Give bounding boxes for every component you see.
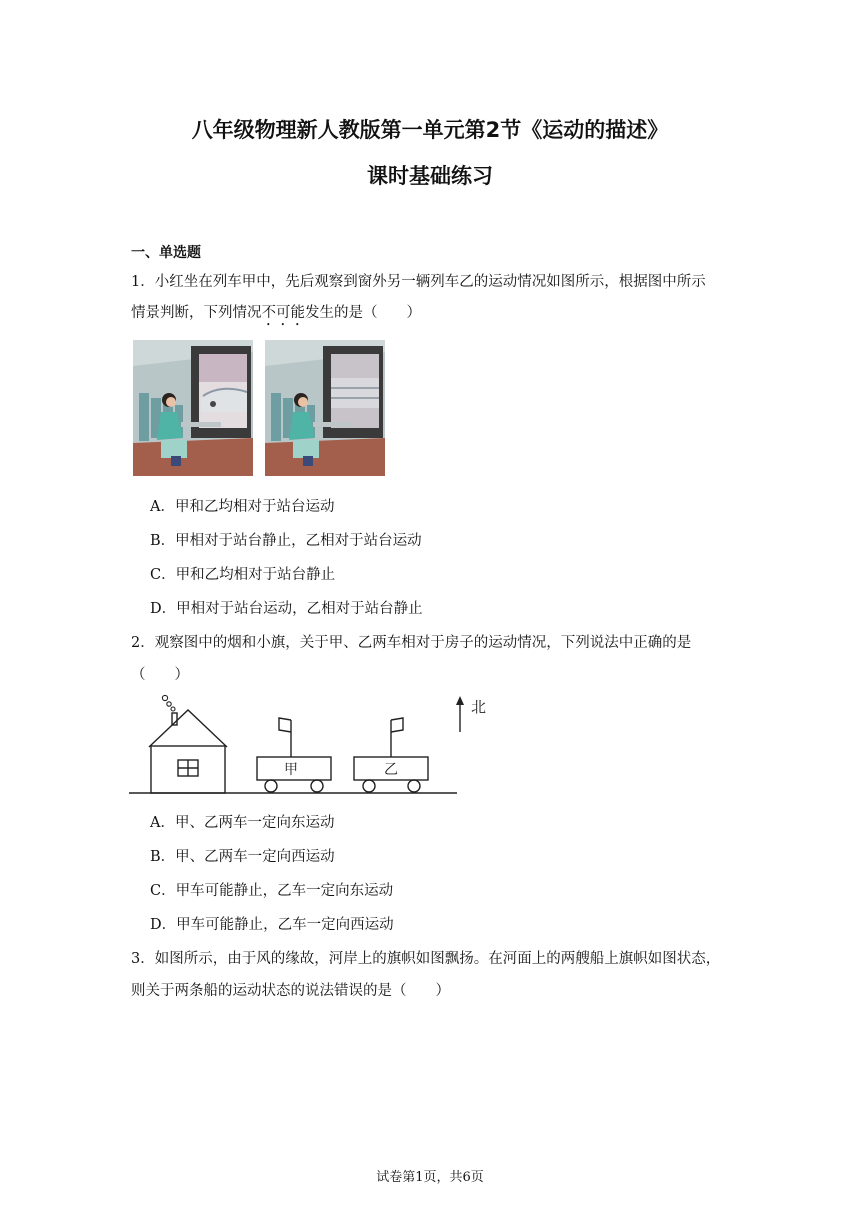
page-footer: 试卷第1页，共6页 — [376, 1170, 484, 1185]
q2-stem-line2: （ ） — [131, 667, 189, 683]
q3-stem-line2: 则关于两条船的运动状态的说法错误的是（ ） — [131, 983, 450, 999]
q1-stem-emphasis: 不可能 — [261, 305, 305, 321]
q1-stem-post: 发生的是（ ） — [305, 305, 421, 321]
q3-stem-line1: 3．如图所示，由于风的缘故，河岸上的旗帜如图飘扬。在河面上的两艘船上旗帜如图状态， — [131, 951, 721, 967]
q2-option-c[interactable]: C．甲车可能静止，乙车一定向东运动 — [150, 883, 394, 899]
q1-option-c[interactable]: C．甲和乙均相对于站台静止 — [150, 567, 336, 583]
document-title-line2: 课时基础练习 — [367, 164, 493, 188]
q2-option-a[interactable]: A．甲、乙两车一定向东运动 — [150, 815, 335, 831]
q1-stem-line2 — [131, 301, 421, 329]
q1-option-b[interactable]: B．甲相对于站台静止，乙相对于站台运动 — [150, 533, 422, 549]
document-title-line1: 八年级物理新人教版第一单元第2节《运动的描述》 — [191, 118, 669, 142]
cart-jia — [257, 718, 331, 792]
cart-yi-label: 乙 — [384, 762, 398, 778]
house — [149, 710, 227, 793]
smoke — [162, 695, 175, 711]
q1-stem-line1: 1．小红坐在列车甲中，先后观察到窗外另一辆列车乙的运动情况如图所示，根据图中所示 — [131, 274, 706, 290]
q2-carts-figure — [129, 690, 499, 800]
cart-jia-label: 甲 — [284, 762, 298, 778]
q1-train-figure — [131, 338, 387, 478]
q1-scene-right — [265, 340, 385, 476]
north-label: 北 — [471, 698, 487, 716]
section-heading: 一、单选题 — [131, 245, 201, 261]
q2-option-d[interactable]: D．甲车可能静止，乙车一定向西运动 — [150, 917, 394, 933]
cart-yi — [354, 718, 428, 792]
q2-stem-line1: 2．观察图中的烟和小旗，关于甲、乙两车相对于房子的运动情况，下列说法中正确的是 — [131, 635, 692, 651]
q1-scene-left — [133, 340, 253, 476]
q1-option-a[interactable]: A．甲和乙均相对于站台运动 — [150, 499, 335, 515]
north-arrow-icon — [456, 696, 464, 732]
q1-stem-pre: 情景判断，下列情况 — [131, 305, 262, 321]
q2-option-b[interactable]: B．甲、乙两车一定向西运动 — [150, 849, 335, 865]
q1-option-d[interactable]: D．甲相对于站台运动，乙相对于站台静止 — [150, 601, 423, 617]
